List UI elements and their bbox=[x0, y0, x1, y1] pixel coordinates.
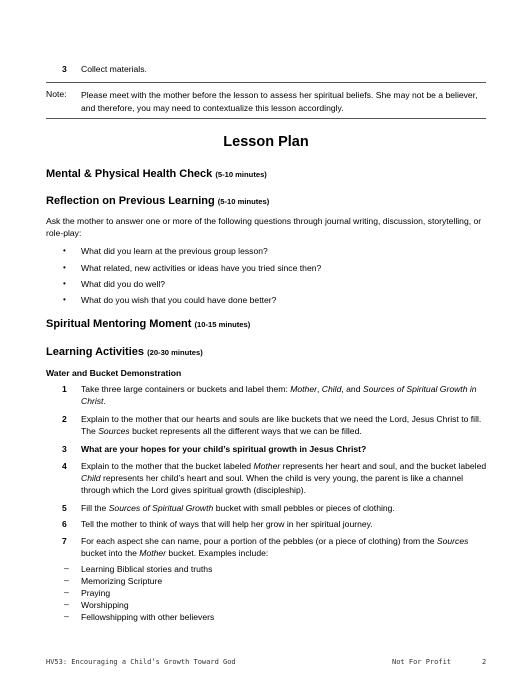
step-text: Explain to the mother that our hearts and souls are like buckets that we need the Lord, Jesus Christ to fill. The Sources bucket represents all the different ways that we can be filled. bbox=[81, 414, 482, 436]
example-item: Praying bbox=[81, 588, 111, 598]
reflection-question: What did you learn at the previous group lesson? bbox=[81, 246, 268, 256]
step-number: 1 bbox=[62, 384, 67, 394]
step-number: 3 bbox=[62, 64, 67, 74]
section-time: (5-10 minutes) bbox=[217, 197, 270, 206]
footer-title: HV53: Encouraging a Child’s Growth Toward God bbox=[46, 658, 236, 666]
step-text: Explain to the mother that the bucket labeled Mother represents her heart and soul, and the bucket labeled Child represents her child’s heart and soul. When the child is very young, the parent is like a channel through which the Lord gives spiritual growth (discipleship). bbox=[81, 461, 487, 495]
reflection-question: What did you do well? bbox=[81, 279, 166, 289]
section-title: Mental & Physical Health Check bbox=[46, 168, 213, 180]
step-text: For each aspect she can name, pour a portion of the pebbles (or a piece of clothing) from the Sources bucket into the Mother bucket. Examples include: bbox=[81, 536, 469, 558]
bullet-icon: • bbox=[63, 246, 66, 255]
bullet-icon: • bbox=[63, 263, 66, 272]
activity-subheading: Water and Bucket Demonstration bbox=[46, 368, 182, 378]
section-heading-health bbox=[46, 168, 267, 180]
step-text: Fill the Sources of Spiritual Growth bucket with small pebbles or pieces of clothing. bbox=[81, 503, 395, 513]
example-item: Learning Biblical stories and truths bbox=[81, 564, 213, 574]
section-time: (10-15 minutes) bbox=[194, 320, 251, 329]
section-title: Spiritual Mentoring Moment bbox=[46, 318, 192, 330]
dash-icon: – bbox=[64, 575, 69, 585]
reflection-question: What related, new activities or ideas have you tried since then? bbox=[81, 263, 322, 273]
note-text: Please meet with the mother before the lesson to assess her spiritual beliefs. She may not be a believer, and therefore, you may need to contextualize this lesson accordingly. bbox=[81, 90, 478, 113]
step-number: 6 bbox=[62, 519, 67, 529]
section-heading-reflection bbox=[46, 195, 269, 207]
step-number: 4 bbox=[62, 461, 67, 471]
example-item: Fellowshipping with other believers bbox=[81, 612, 215, 622]
step-number: 2 bbox=[62, 414, 67, 424]
step-number: 5 bbox=[62, 503, 67, 513]
step-text: Collect materials. bbox=[81, 64, 147, 74]
dash-icon: – bbox=[64, 563, 69, 573]
divider-bottom bbox=[46, 118, 486, 119]
reflection-intro: Ask the mother to answer one or more of the following questions through journal writing, discussion, storytelling, or role-play: bbox=[46, 216, 482, 238]
section-title: Learning Activities bbox=[46, 346, 145, 358]
section-heading-mentoring bbox=[46, 318, 250, 330]
footer-notice: Not For Profit bbox=[392, 658, 452, 666]
dash-icon: – bbox=[64, 587, 69, 597]
divider-top bbox=[46, 82, 486, 83]
step-text: Tell the mother to think of ways that will help her grow in her spiritual journey. bbox=[81, 519, 373, 529]
section-title: Reflection on Previous Learning bbox=[46, 195, 215, 207]
section-time: (20-30 minutes) bbox=[147, 348, 203, 357]
reflection-question: What do you wish that you could have done better? bbox=[81, 295, 277, 305]
example-item: Memorizing Scripture bbox=[81, 576, 163, 586]
dash-icon: – bbox=[64, 599, 69, 609]
bullet-icon: • bbox=[63, 279, 66, 288]
page-title: Lesson Plan bbox=[223, 134, 309, 150]
step-number: 3 bbox=[62, 444, 67, 454]
page-number: 2 bbox=[482, 658, 487, 666]
dash-icon: – bbox=[64, 611, 69, 621]
bullet-icon: • bbox=[63, 295, 66, 304]
section-heading-activities bbox=[46, 346, 203, 358]
step-text: What are your hopes for your child’s spiritual growth in Jesus Christ? bbox=[81, 444, 367, 454]
note-label: Note: bbox=[46, 89, 67, 99]
step-number: 7 bbox=[62, 536, 67, 546]
example-item: Worshipping bbox=[81, 600, 129, 610]
step-text: Take three large containers or buckets and label them: Mother, Child, and Sources of Spiritual Growth in Christ. bbox=[81, 384, 477, 406]
section-time: (5-10 minutes) bbox=[215, 170, 267, 179]
